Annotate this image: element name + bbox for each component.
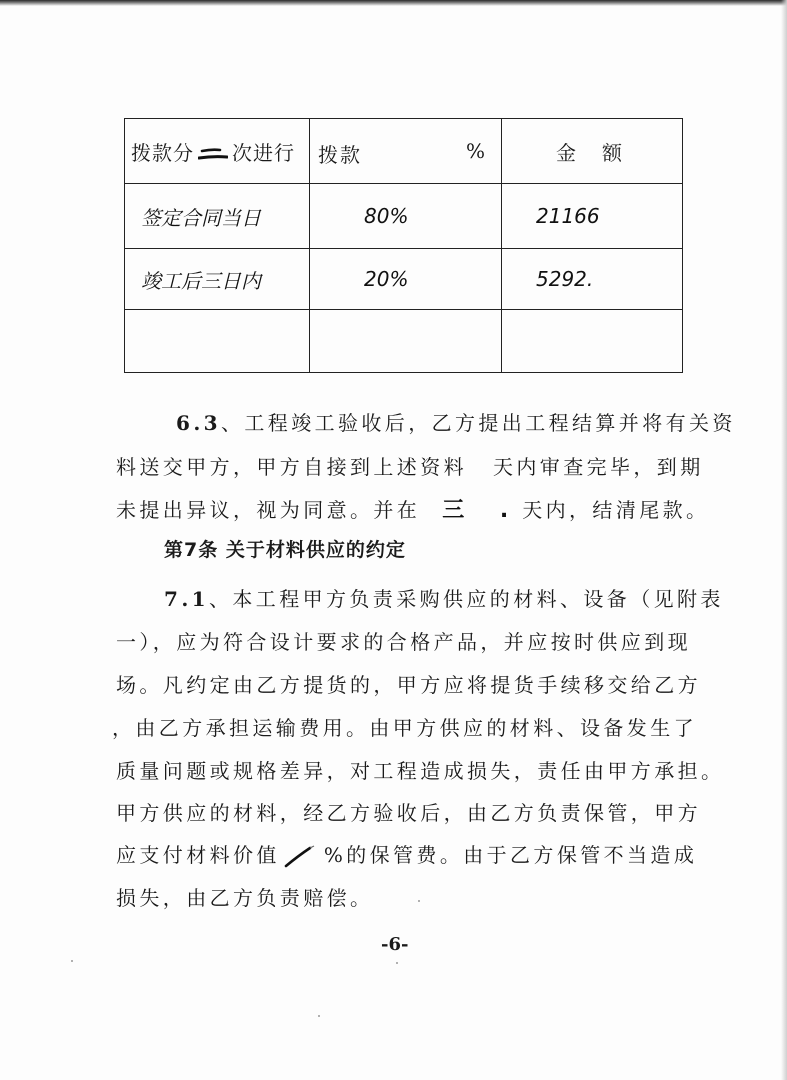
para-7-1-number: 7.1 xyxy=(164,587,209,611)
header-installments-after: 次进行 xyxy=(232,140,295,165)
table-row xyxy=(125,249,683,310)
para-7-1-line7-a: 应支付材料价值 xyxy=(116,843,280,867)
row1-stage-text: 签定合同当日 xyxy=(141,205,261,230)
para-6-3-line3-a: 未提出异议，视为同意。并在 xyxy=(116,498,421,522)
scan-right-edge xyxy=(781,0,787,1080)
para-6-3-line3-b: 天内，结清尾款。 xyxy=(522,498,710,522)
para-7-1-line4: ，由乙方承担运输费用。由甲方供应的材料、设备发生了 xyxy=(112,716,697,740)
payment-schedule-table xyxy=(124,118,683,373)
header-percent-unit: % xyxy=(465,139,485,163)
scan-speck xyxy=(71,960,73,962)
scan-top-edge xyxy=(0,0,787,6)
row2-stage xyxy=(125,249,310,310)
para-7-1-line6: 甲方供应的材料，经乙方验收后，由乙方负责保管，甲方 xyxy=(116,801,701,825)
para-7-1-line3: 场。凡约定由乙方提货的，甲方应将提货手续移交给乙方 xyxy=(116,673,701,697)
scan-speck xyxy=(318,1015,320,1017)
scan-speck xyxy=(418,900,420,902)
section-7-title: 第7条 关于材料供应的约定 xyxy=(164,539,406,561)
row2-stage-text: 竣工后三日内 xyxy=(141,268,261,293)
header-amount: 金额 xyxy=(502,119,683,184)
row3-percent xyxy=(310,310,502,373)
header-installments xyxy=(125,119,310,184)
para-7-1-line7-b: %的保管费。由于乙方保管不当造成 xyxy=(323,843,698,867)
para-6-3-handwritten-days: 三 . xyxy=(442,498,523,523)
table-row xyxy=(125,310,683,373)
header-installments-before: 拨款分 xyxy=(131,140,194,165)
para-6-3-line1-text: 、工程竣工验收后，乙方提出工程结算并将有关资 xyxy=(221,411,736,435)
row2-amount xyxy=(502,249,683,310)
para-6-3-line2-a: 料送交甲方，甲方自接到上述资料 xyxy=(116,455,467,479)
row1-amount xyxy=(502,184,683,249)
row2-percent xyxy=(310,249,502,310)
handwritten-two xyxy=(198,146,228,162)
header-percent xyxy=(310,119,502,184)
row2-percent-text: 20% xyxy=(364,267,409,291)
row1-percent xyxy=(310,184,502,249)
row1-percent-text: 80% xyxy=(364,204,409,228)
handwritten-slash xyxy=(280,842,324,872)
row2-amount-text: 5292. xyxy=(536,267,594,291)
para-7-1-line7 xyxy=(116,839,706,872)
row3-stage xyxy=(125,310,310,373)
para-6-3-line3 xyxy=(116,493,710,524)
para-7-1-line2: 一），应为符合设计要求的合格产品，并应按时供应到现 xyxy=(116,630,691,654)
header-percent-label: 拨款 xyxy=(318,143,362,167)
row1-stage xyxy=(125,184,310,249)
para-7-1-line5: 质量问题或规格差异，对工程造成损失，责任由甲方承担。 xyxy=(116,759,725,783)
para-6-3-line2-b: 天内审查完毕，到期 xyxy=(493,455,704,479)
row3-amount xyxy=(502,310,683,373)
scan-speck xyxy=(396,962,398,964)
para-6-3-number: 6.3 xyxy=(176,411,221,435)
row1-amount-text: 21166 xyxy=(536,204,600,228)
table-row xyxy=(125,184,683,249)
para-7-1-line1 xyxy=(164,583,754,612)
para-7-1-line1-text: 、本工程甲方负责采购供应的材料、设备（见附表 xyxy=(209,587,724,611)
para-7-1-line8: 损失，由乙方负责赔偿。 xyxy=(116,886,374,910)
para-6-3-line1 xyxy=(176,407,766,436)
page-number: -6- xyxy=(381,934,409,955)
para-6-3-line2 xyxy=(116,451,706,480)
table-header-row xyxy=(125,119,683,184)
